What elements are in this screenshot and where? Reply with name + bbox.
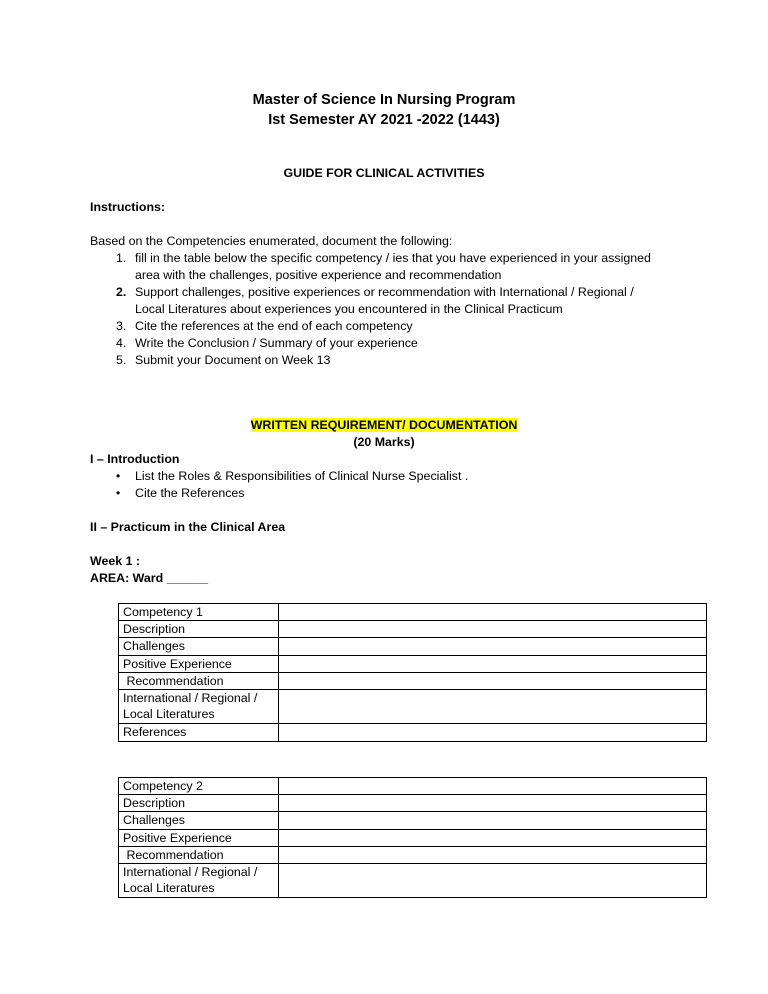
- bullet-icon: •: [116, 486, 121, 500]
- instructions-heading: Instructions:: [90, 200, 166, 214]
- row-label: Recommendation: [119, 672, 279, 689]
- section-introduction-heading: I – Introduction: [90, 452, 180, 466]
- entry-cell[interactable]: [279, 846, 707, 863]
- entry-cell[interactable]: [279, 795, 707, 812]
- week-label: Week 1 :: [90, 554, 141, 568]
- list-item-number: 4.: [116, 336, 127, 350]
- table-row: [119, 672, 707, 689]
- bullet-item-text: Cite the References: [135, 486, 245, 500]
- row-label: Challenges: [119, 812, 279, 829]
- list-item-text: Write the Conclusion / Summary of your experience: [135, 336, 418, 350]
- entry-cell[interactable]: [279, 812, 707, 829]
- row-label: Competency 1: [119, 604, 279, 621]
- table-row: [119, 638, 707, 655]
- list-item-text: area with the challenges, positive experience and recommendation: [135, 268, 502, 282]
- table-row: [119, 795, 707, 812]
- entry-cell[interactable]: [279, 864, 707, 898]
- entry-cell[interactable]: [279, 724, 707, 741]
- entry-cell[interactable]: [279, 621, 707, 638]
- area-label: AREA: Ward ______: [90, 571, 208, 585]
- competency-table-2: [118, 777, 707, 898]
- guide-title: GUIDE FOR CLINICAL ACTIVITIES: [283, 166, 485, 180]
- bullet-icon: •: [116, 469, 121, 483]
- table-row: [119, 829, 707, 846]
- entry-cell[interactable]: [279, 672, 707, 689]
- competency-table-1: [118, 603, 707, 742]
- table-row: [119, 812, 707, 829]
- list-item-text: Cite the references at the end of each competency: [135, 319, 413, 333]
- table-row: [119, 621, 707, 638]
- entry-cell[interactable]: [279, 655, 707, 672]
- entry-cell[interactable]: [279, 778, 707, 795]
- table-row: [119, 724, 707, 741]
- list-item-number: 2.: [116, 285, 127, 299]
- table-row: [119, 778, 707, 795]
- table-row: [119, 864, 707, 898]
- list-item-number: 3.: [116, 319, 127, 333]
- instructions-intro: Based on the Competencies enumerated, document the following:: [90, 234, 453, 248]
- marks-label: (20 Marks): [353, 435, 415, 449]
- list-item-number: 5.: [116, 353, 127, 367]
- row-label: Description: [119, 621, 279, 638]
- written-requirement-label: WRITTEN REQUIREMENT/ DOCUMENTATION: [250, 418, 518, 432]
- entry-cell[interactable]: [279, 638, 707, 655]
- table-row: [119, 655, 707, 672]
- table-row: [119, 604, 707, 621]
- row-label: Competency 2: [119, 778, 279, 795]
- title-line-1: Master of Science In Nursing Program: [252, 92, 516, 108]
- table-row: [119, 846, 707, 863]
- section-practicum-heading: II – Practicum in the Clinical Area: [90, 520, 286, 534]
- row-label-line: Local Literatures: [123, 881, 215, 896]
- list-item-number: 1.: [116, 251, 127, 265]
- row-label: Positive Experience: [119, 655, 279, 672]
- title-line-2: Ist Semester AY 2021 -2022 (1443): [268, 112, 500, 128]
- row-label-line: International / Regional /: [123, 691, 258, 706]
- row-label: Challenges: [119, 638, 279, 655]
- table-row: [119, 690, 707, 724]
- written-requirement-heading: [0, 418, 768, 432]
- entry-cell[interactable]: [279, 690, 707, 724]
- list-item-text: Local Literatures about experiences you encountered in the Clinical Practicum: [135, 302, 563, 316]
- list-item-text: Submit your Document on Week 13: [135, 353, 331, 367]
- entry-cell[interactable]: [279, 604, 707, 621]
- row-label-line: International / Regional /: [123, 865, 258, 880]
- row-label: [119, 690, 279, 724]
- row-label: Recommendation: [119, 846, 279, 863]
- bullet-item-text: List the Roles & Responsibilities of Clinical Nurse Specialist .: [135, 469, 469, 483]
- entry-cell[interactable]: [279, 829, 707, 846]
- list-item-text: Support challenges, positive experiences or recommendation with International / Regional /: [135, 285, 634, 299]
- row-label: Description: [119, 795, 279, 812]
- row-label: References: [119, 724, 279, 741]
- list-item-text: fill in the table below the specific competency / ies that you have experienced in your assigned: [135, 251, 651, 265]
- row-label-line: Local Literatures: [123, 707, 215, 722]
- row-label: [119, 864, 279, 898]
- row-label: Positive Experience: [119, 829, 279, 846]
